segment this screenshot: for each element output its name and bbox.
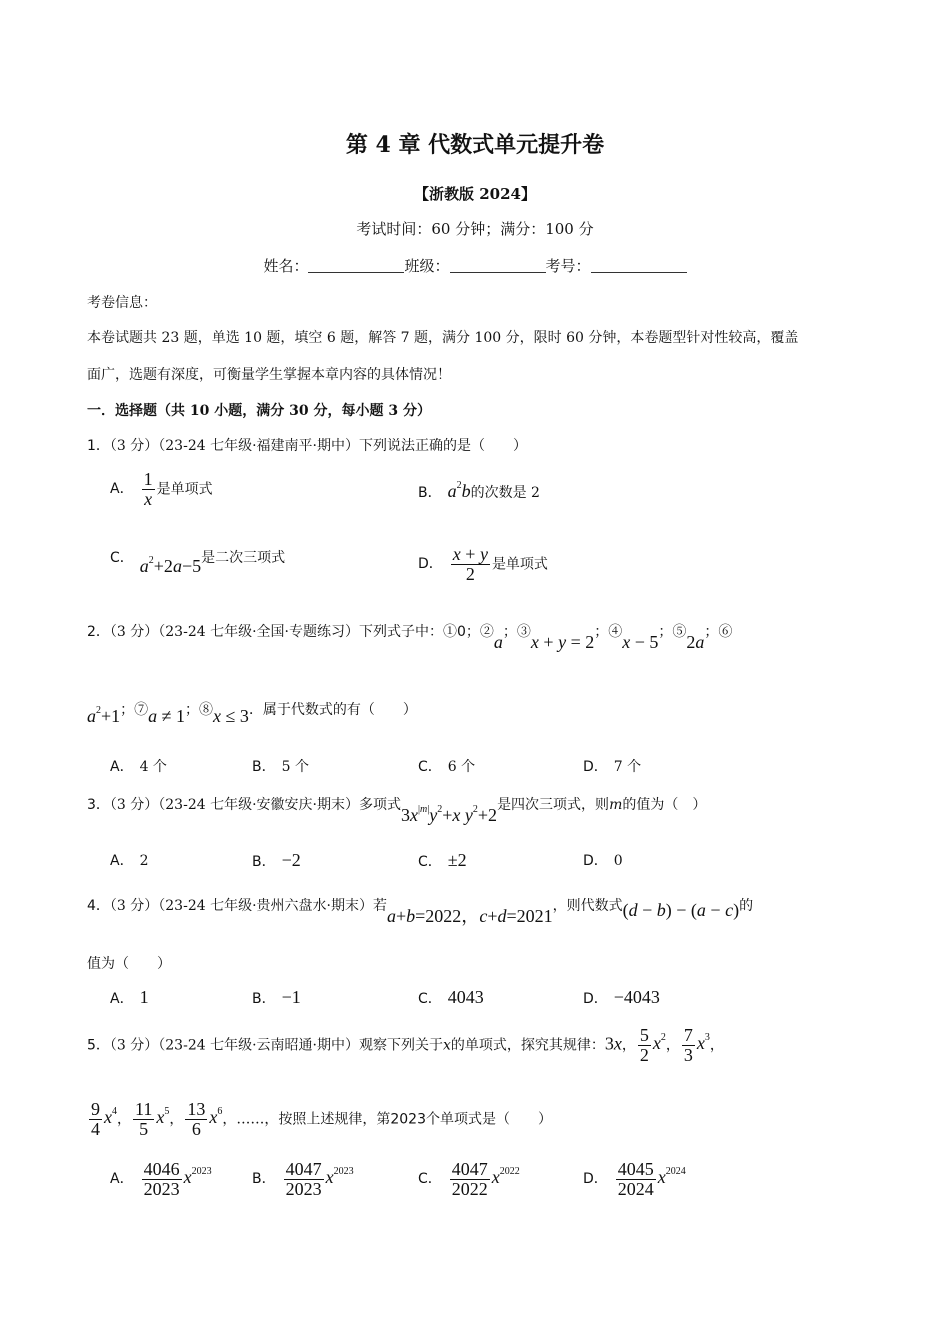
- term-5-2-x2: $\frac{5}{2}$: [639, 1025, 649, 1065]
- question-1-stem: [87, 435, 527, 455]
- class-label: 班级：: [404, 257, 450, 275]
- q5-option-c[interactable]: [418, 1160, 520, 1199]
- term-11-5-x5: $\frac{11}{5}$: [135, 1099, 153, 1139]
- numerator: 4047: [285, 1159, 322, 1179]
- denominator: 2022: [451, 1178, 488, 1199]
- formula-polynomial: $3x^{|m|}y^2+x$ $y^2+2$: [401, 804, 498, 825]
- exponent: 2022: [499, 1166, 520, 1178]
- question-text: 的: [739, 898, 754, 914]
- expr-a: a: [493, 632, 503, 652]
- fraction: [616, 1160, 656, 1199]
- option-text: ±2: [447, 850, 467, 870]
- q1-option-a[interactable]: [110, 470, 213, 509]
- q4-option-c[interactable]: [418, 987, 484, 1008]
- power-term: $x^{2023}$: [325, 1166, 354, 1188]
- option-letter: C．: [110, 550, 134, 566]
- option-letter: B．: [252, 854, 276, 870]
- formula-1-over-x: $\frac{1}{x}$: [143, 469, 153, 509]
- q1-option-b[interactable]: [418, 480, 540, 502]
- option-letter: B．: [252, 759, 276, 775]
- option-letter: D．: [583, 853, 608, 869]
- term-7-3-x3: $\frac{7}{3}$: [683, 1025, 693, 1065]
- option-letter: B．: [252, 991, 276, 1007]
- id-blank: [591, 258, 687, 273]
- option-letter: B．: [418, 485, 442, 501]
- edition-label: 【浙教版 2024】: [414, 185, 536, 203]
- page-title: 第 4 章 代数式单元提升卷: [345, 132, 605, 158]
- question-2-stem-cont: [87, 697, 417, 726]
- option-text: 7 个: [613, 759, 642, 775]
- option-text: −2: [281, 850, 301, 870]
- expr-zero: 0: [457, 624, 466, 640]
- question-text: （3 分）（23-24 七年级·全国·专题练习）下列式子中：①: [109, 624, 457, 640]
- fraction: [284, 1160, 324, 1199]
- exponent: 2024: [665, 1166, 686, 1178]
- student-info-line: [0, 255, 950, 276]
- denominator: 2024: [617, 1178, 654, 1199]
- name-blank: [308, 258, 404, 273]
- separator: ；⑦: [120, 702, 149, 718]
- numerator: 4046: [143, 1159, 180, 1179]
- question-4-stem-cont: 值为（ ）: [87, 956, 171, 972]
- info-line-1: 本卷试题共 23 题，单选 10 题，填空 6 题，解答 7 题，满分 100 分，限时 60 分钟，本卷题型针对性较高，覆盖: [87, 330, 799, 346]
- question-number: 5．: [87, 1037, 110, 1054]
- formula-d-b-a-c: (d − b) − (a − c): [622, 900, 740, 920]
- numerator: 4045: [617, 1159, 654, 1179]
- fraction: [142, 1160, 182, 1199]
- question-text: （3 分）（23-24 七年级·福建南平·期中）下列说法正确的是（ ）: [109, 438, 527, 454]
- term-x6: $x^6$: [209, 1106, 223, 1128]
- separator: ；⑧: [185, 702, 214, 718]
- q4-option-a[interactable]: [110, 987, 149, 1008]
- name-label: 姓名：: [263, 257, 309, 275]
- power-term: $x^{2023}$: [183, 1166, 212, 1188]
- q5-option-d[interactable]: [583, 1160, 686, 1199]
- question-number: 2．: [87, 624, 110, 640]
- formula-ab-cd: a+b=2022，c+d=2021: [387, 906, 553, 926]
- id-label: 考号：: [545, 257, 591, 275]
- q4-option-b[interactable]: [252, 987, 301, 1008]
- option-letter: C．: [418, 991, 442, 1007]
- q5-option-a[interactable]: [110, 1160, 212, 1199]
- option-letter: D．: [583, 759, 608, 775]
- question-text: 的单项式，探究其规律：: [450, 1037, 605, 1054]
- term-x4: $x^4$: [104, 1106, 117, 1128]
- q3-option-b[interactable]: [252, 850, 301, 871]
- question-text: （3 分）（23-24 七年级·云南昭通·期中）观察下列关于: [109, 1037, 443, 1054]
- option-text: 0: [613, 853, 623, 869]
- question-number: 1．: [87, 438, 110, 454]
- fraction: [450, 1160, 490, 1199]
- separator: ；②: [465, 624, 494, 640]
- q2-option-c[interactable]: [418, 756, 475, 776]
- q1-option-c[interactable]: [110, 545, 286, 576]
- q1-option-d[interactable]: [418, 545, 548, 584]
- q3-option-c[interactable]: [418, 850, 467, 871]
- q3-option-d[interactable]: [583, 850, 623, 870]
- expr-x-minus-5: x − 5: [622, 632, 659, 652]
- expr-2a: 2a: [686, 632, 705, 652]
- option-text: 的次数是 2: [470, 485, 540, 501]
- question-text: 个单项式是（ ）: [425, 1111, 552, 1128]
- option-text: 6 个: [447, 759, 476, 775]
- question-2-stem: [87, 620, 733, 652]
- question-text: ，……，按照上述规律，第: [222, 1111, 391, 1128]
- option-letter: B．: [252, 1171, 276, 1188]
- option-text: 2: [139, 853, 149, 869]
- term-13-6-x6: $\frac{13}{6}$: [187, 1099, 206, 1139]
- option-text: 是二次三项式: [201, 550, 286, 566]
- option-text: 4 个: [139, 759, 167, 775]
- q5-option-b[interactable]: [252, 1160, 354, 1199]
- denominator: 2023: [285, 1178, 322, 1199]
- formula-a2-2a-5: $a^2+2a-5$: [139, 555, 202, 576]
- question-number: 3．: [87, 797, 110, 813]
- expr-x-le-3: x ≤ 3: [213, 706, 249, 726]
- q3-option-a[interactable]: [110, 850, 149, 870]
- term-3x: 3x: [604, 1033, 622, 1054]
- question-text: ．属于代数式的有（ ）: [248, 702, 417, 718]
- option-letter: A．: [110, 481, 134, 498]
- separator: ；③: [502, 624, 531, 640]
- formula-x-plus-y-over-2: $\frac{x + y}{2}$: [452, 544, 488, 584]
- option-text: −1: [281, 987, 301, 1007]
- option-text: 1: [139, 987, 149, 1007]
- option-letter: D．: [583, 1171, 608, 1188]
- number-2023: 2023: [390, 1111, 426, 1128]
- question-number: 4．: [87, 898, 110, 914]
- question-text: ，则代数式: [552, 898, 623, 914]
- info-line-2: 面广，选题有深度，可衡量学生掌握本章内容的具体情况！: [87, 367, 451, 383]
- question-4-stem: [87, 890, 754, 926]
- option-text: 4043: [447, 987, 484, 1007]
- numerator: 4047: [451, 1159, 488, 1179]
- term-x5: $x^5$: [156, 1106, 170, 1128]
- info-label: 考卷信息：: [87, 295, 157, 311]
- power-term: $x^{2022}$: [491, 1166, 520, 1188]
- option-letter: C．: [418, 854, 442, 870]
- term-x3: $x^3$: [696, 1032, 710, 1054]
- question-text: （3 分）（23-24 七年级·安徽安庆·期末）多项式: [109, 797, 401, 813]
- section-title: 一．选择题（共 10 小题，满分 30 分，每小题 3 分）: [87, 403, 431, 419]
- question-5-stem-cont: $\frac{9}{4}$ $x^4$， $\frac{11}{5}$ $x^5$， $\frac{13}{6}$ $x^6$，……，按照上述规律，第2023个单项式是（ ）: [91, 1099, 552, 1139]
- option-text: 是单项式: [156, 481, 213, 498]
- option-letter: A．: [110, 991, 134, 1007]
- separator: ；⑤: [658, 624, 687, 640]
- question-text: （3 分）（23-24 七年级·贵州六盘水·期末）若: [109, 898, 387, 914]
- q4-option-d[interactable]: [583, 987, 660, 1008]
- term-x2: $x^2$: [652, 1032, 666, 1054]
- denominator: 2023: [143, 1178, 180, 1199]
- exam-time: 考试时间：60 分钟；满分：100 分: [356, 220, 594, 238]
- separator: ；④: [594, 624, 623, 640]
- question-text: 的值为（ ）: [622, 797, 707, 813]
- var-x: x: [443, 1037, 451, 1054]
- q2-option-b[interactable]: [252, 756, 309, 776]
- option-letter: A．: [110, 759, 134, 775]
- option-text: 5 个: [281, 759, 309, 775]
- option-letter: D．: [583, 991, 608, 1007]
- class-blank: [450, 258, 546, 273]
- option-text: −4043: [613, 987, 660, 1007]
- option-letter: C．: [418, 1171, 442, 1188]
- q2-option-a[interactable]: [110, 756, 167, 776]
- question-text: 是四次三项式，则: [497, 797, 610, 813]
- option-letter: C．: [418, 759, 442, 775]
- expr-a-ne-1: a ≠ 1: [148, 706, 186, 726]
- power-term: $x^{2024}$: [657, 1166, 686, 1188]
- expr-a2-plus-1: $a^2+1$: [87, 705, 121, 726]
- exponent: 2023: [333, 1166, 354, 1178]
- option-text: 是单项式: [491, 556, 548, 573]
- var-m: m: [609, 797, 623, 813]
- separator: ；⑥: [704, 624, 733, 640]
- formula-a2b: $a^2b$: [447, 480, 471, 501]
- option-letter: D．: [418, 556, 443, 573]
- term-9-4-x4: $\frac{9}{4}$: [91, 1099, 100, 1139]
- q2-option-d[interactable]: [583, 756, 641, 776]
- expr-x-plus-y-eq-2: x + y = 2: [530, 632, 595, 652]
- question-3-stem: [87, 792, 707, 825]
- option-letter: A．: [110, 853, 134, 869]
- exponent: 2023: [191, 1166, 212, 1178]
- option-letter: A．: [110, 1171, 134, 1188]
- question-5-stem: 5．（3 分）（23-24 七年级·云南昭通·期中）观察下列关于x的单项式，探究其规律：3x， $\frac{5}{2}$ $x^2$， $\frac{7}{3}$ $x^3$，: [87, 1025, 724, 1065]
